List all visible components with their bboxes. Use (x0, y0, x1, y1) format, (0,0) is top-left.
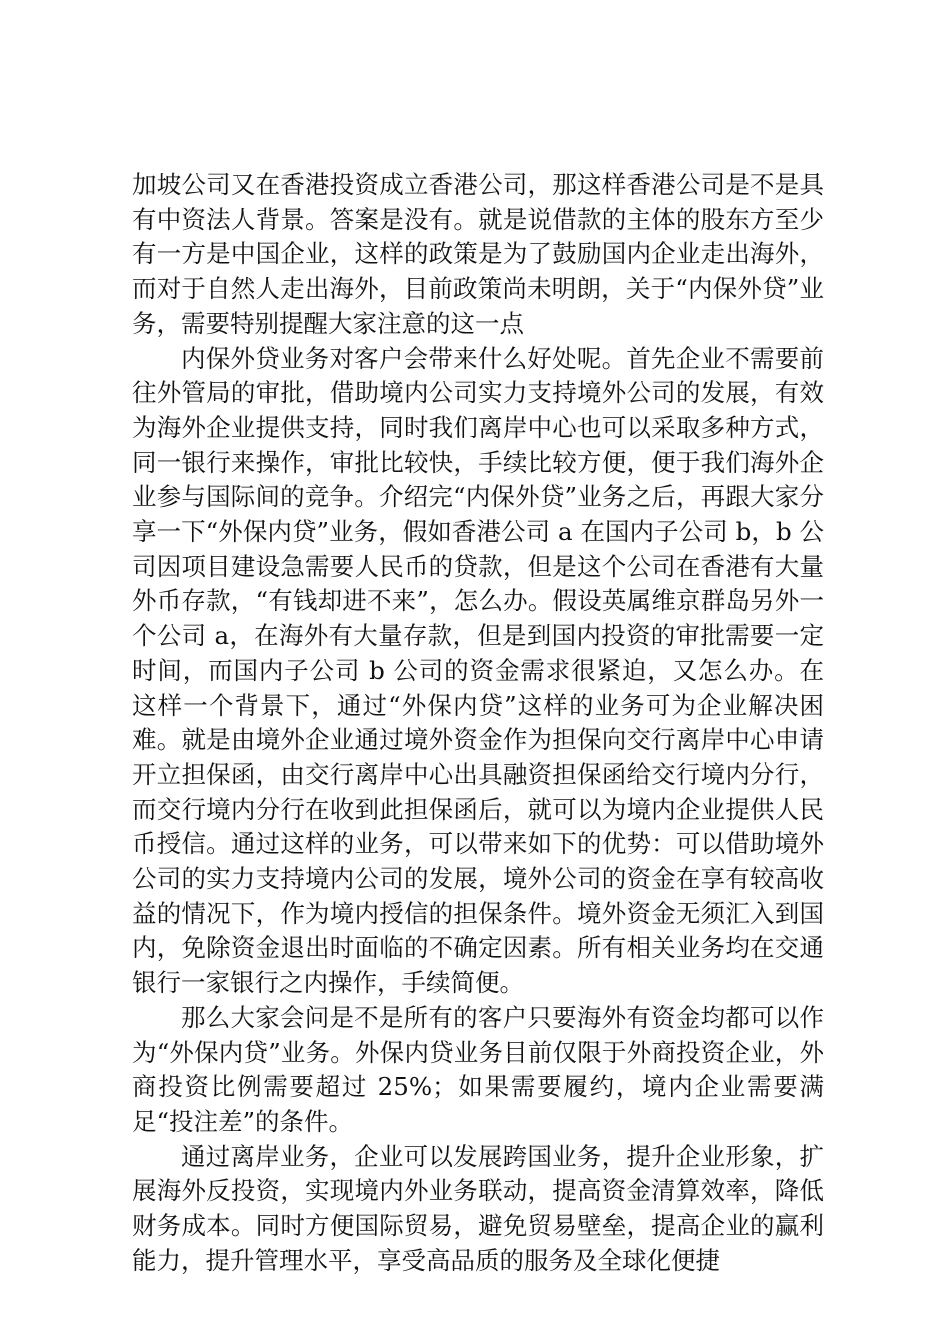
paragraph-3: 那么大家会问是不是所有的客户只要海外有资金均都可以作为“外保内贷”业务。外保内贷业务目前仅限于外商投资企业，外商投资比例需要超过 25%；如果需要履约，境内企业需要满足“投注差”的条件。 (132, 1002, 824, 1136)
paragraph-1: 加坡公司又在香港投资成立香港公司，那这样香港公司是不是具有中资法人背景。答案是没有。就是说借款的主体的股东方至少有一方是中国企业，这样的政策是为了鼓励国内企业走出海外，而对于自然人走出海外，目前政策尚未明朗，关于“内保外贷”业务，需要特别提醒大家注意的这一点 (132, 170, 824, 338)
document-body (132, 168, 824, 1279)
paragraph-2: 内保外贷业务对客户会带来什么好处呢。首先企业不需要前往外管局的审批，借助境内公司实力支持境外公司的发展，有效为海外企业提供支持，同时我们离岸中心也可以采取多种方式，同一银行来操作，审批比较快，手续比较方便，便于我们海外企业参与国际间的竞争。介绍完“内保外贷”业务之后，再跟大家分享一下“外保内贷”业务，假如香港公司 a 在国内子公司 b，b 公司因项目建设急需要人民币的贷款，但是这个公司在香港有大量外币存款，“有钱却进不来”，怎么办。假设英属维京群岛另外一个公司 a，在海外有大量存款，但是到国内投资的审批需要一定时间，而国内子公司 b 公司的资金需求很紧迫，又怎么办。在这样一个背景下，通过“外保内贷”这样的业务可为企业解决困难。就是由境外企业通过境外资金作为担保向交行离岸中心申请开立担保函，由交行离岸中心出具融资担保函给交行境内分行，而交行境内分行在收到此担保函后，就可以为境内企业提供人民币授信。通过这样的业务，可以带来如下的优势：可以借助境外公司的实力支持境内公司的发展，境外公司的资金在享有较高收益的情况下，作为境内授信的担保条件。境外资金无须汇入到国内，免除资金退出时面临的不确定因素。所有相关业务均在交通银行一家银行之内操作，手续简便。 (132, 343, 824, 998)
paragraph-4: 通过离岸业务，企业可以发展跨国业务，提升企业形象，扩展海外反投资，实现境内外业务联动，提高资金清算效率，降低财务成本。同时方便国际贸易，避免贸易壁垒，提高企业的赢利能力，提升管理水平，享受高品质的服务及全球化便捷 (132, 1141, 824, 1275)
